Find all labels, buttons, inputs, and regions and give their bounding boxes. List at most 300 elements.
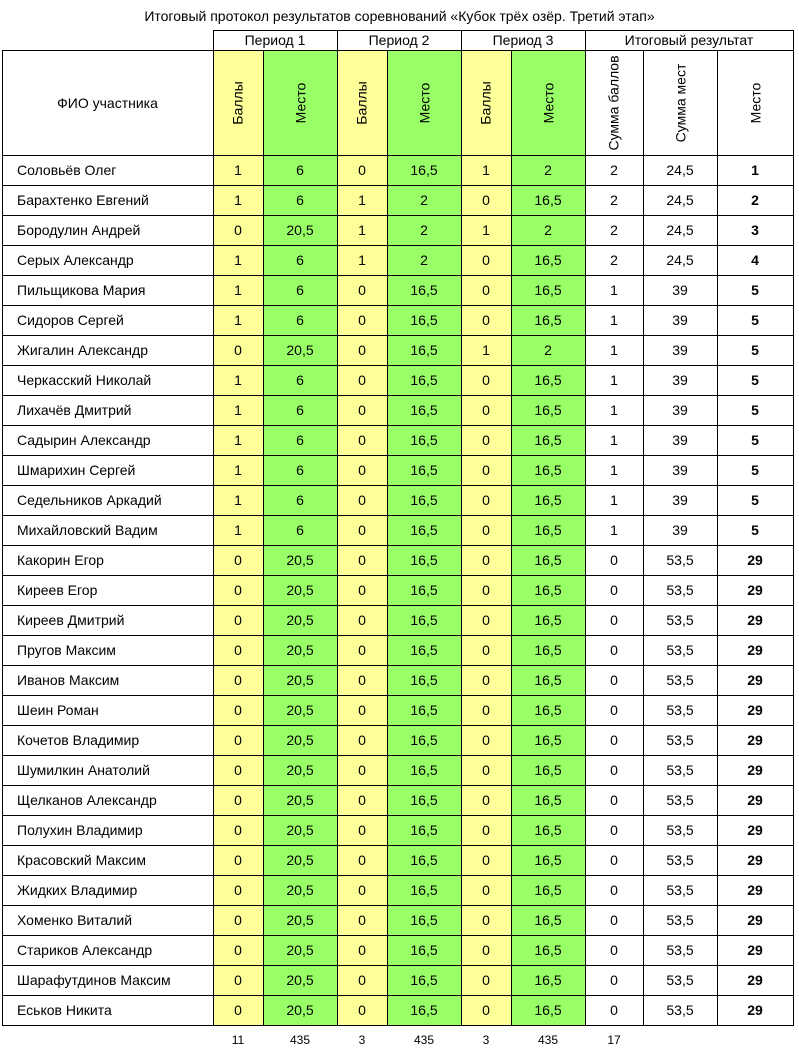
cell-sp: 0 xyxy=(610,582,618,598)
participant-name: Киреев Дмитрий xyxy=(17,612,125,628)
cell-p1: 0 xyxy=(213,935,263,965)
cell-m1: 20,5 xyxy=(263,695,337,725)
cell-p2: 0 xyxy=(337,875,387,905)
cell-m3: 16,5 xyxy=(511,695,585,725)
grid-line xyxy=(585,1025,586,1026)
cell-place: 29 xyxy=(747,1002,763,1018)
cell-p3: 0 xyxy=(461,275,511,305)
cell-place: 29 xyxy=(747,822,763,838)
grid-line xyxy=(2,965,794,966)
cell-m2: 16,5 xyxy=(387,935,461,965)
participant-name: Какорин Егор xyxy=(17,552,104,568)
cell-p2: 0 xyxy=(337,155,387,185)
cell-sp: 0 xyxy=(610,852,618,868)
cell-sp: 0 xyxy=(610,822,618,838)
grid-line xyxy=(2,155,794,156)
cell-p3: 0 xyxy=(461,845,511,875)
cell-m1: 20,5 xyxy=(263,575,337,605)
cell-place: 29 xyxy=(747,972,763,988)
cell-p2: 0 xyxy=(337,665,387,695)
cell-m1: 20,5 xyxy=(263,905,337,935)
participant-name: Соловьёв Олег xyxy=(17,162,117,178)
header-sum-places-cell xyxy=(643,50,717,155)
cell-m1: 6 xyxy=(263,515,337,545)
cell-sm: 53,5 xyxy=(666,822,694,838)
cell-place: 5 xyxy=(751,312,759,328)
grid-line xyxy=(337,30,338,1026)
participant-name: Киреев Егор xyxy=(17,582,98,598)
cell-m3: 16,5 xyxy=(511,575,585,605)
cell-m1: 6 xyxy=(263,485,337,515)
cell-place: 5 xyxy=(751,402,759,418)
cell-m2: 16,5 xyxy=(387,785,461,815)
grid-line xyxy=(263,1025,264,1026)
cell-p2: 0 xyxy=(337,365,387,395)
cell-p1: 0 xyxy=(213,695,263,725)
cell-sp: 2 xyxy=(610,222,618,238)
cell-p3: 0 xyxy=(461,545,511,575)
cell-sp: 0 xyxy=(610,882,618,898)
cell-sm: 24,5 xyxy=(666,162,694,178)
grid-line xyxy=(511,1025,512,1026)
grid-line xyxy=(213,1025,214,1026)
cell-p1: 0 xyxy=(213,815,263,845)
cell-sp: 0 xyxy=(610,1002,618,1018)
total-p3: 3 xyxy=(482,1033,490,1047)
cell-sm: 53,5 xyxy=(666,1002,694,1018)
cell-sm: 39 xyxy=(672,282,688,298)
cell-m2: 16,5 xyxy=(387,455,461,485)
participant-name: Красовский Максим xyxy=(17,852,146,868)
cell-p2: 0 xyxy=(337,425,387,455)
cell-sm: 53,5 xyxy=(666,582,694,598)
cell-m1: 6 xyxy=(263,275,337,305)
grid-line xyxy=(2,755,794,756)
cell-p1: 0 xyxy=(213,965,263,995)
cell-sp: 1 xyxy=(610,372,618,388)
cell-p3: 0 xyxy=(461,605,511,635)
grid-line xyxy=(213,30,214,1026)
header-points-2-cell xyxy=(337,50,387,155)
cell-sp: 1 xyxy=(610,462,618,478)
cell-m3: 2 xyxy=(511,335,585,365)
cell-p1: 1 xyxy=(213,365,263,395)
grid-line xyxy=(2,455,794,456)
cell-place: 29 xyxy=(747,552,763,568)
cell-place: 5 xyxy=(751,432,759,448)
cell-sm: 24,5 xyxy=(666,222,694,238)
grid-line xyxy=(2,245,794,246)
participant-name: Жидких Владимир xyxy=(17,882,138,898)
cell-sp: 0 xyxy=(610,642,618,658)
cell-sm: 39 xyxy=(672,402,688,418)
cell-p2: 0 xyxy=(337,485,387,515)
grid-line xyxy=(263,50,264,1026)
participant-name: Щелканов Александр xyxy=(17,792,157,808)
cell-p2: 0 xyxy=(337,965,387,995)
cell-m3: 16,5 xyxy=(511,755,585,785)
cell-p2: 0 xyxy=(337,335,387,365)
cell-place: 1 xyxy=(751,162,759,178)
grid-line xyxy=(2,815,794,816)
cell-sm: 53,5 xyxy=(666,762,694,778)
cell-p1: 0 xyxy=(213,215,263,245)
header-place-3: Место xyxy=(540,82,556,123)
cell-m3: 16,5 xyxy=(511,185,585,215)
cell-m2: 16,5 xyxy=(387,875,461,905)
cell-p1: 0 xyxy=(213,875,263,905)
cell-p2: 1 xyxy=(337,215,387,245)
header-place-3-cell xyxy=(511,50,585,155)
grid-line xyxy=(2,635,794,636)
cell-m2: 16,5 xyxy=(387,155,461,185)
participant-name: Барахтенко Евгений xyxy=(17,192,149,208)
cell-sm: 53,5 xyxy=(666,972,694,988)
participant-name: Шумилкин Анатолий xyxy=(17,762,150,778)
cell-p2: 0 xyxy=(337,545,387,575)
cell-m3: 16,5 xyxy=(511,545,585,575)
cell-sp: 1 xyxy=(610,492,618,508)
header-sum-points-cell xyxy=(585,50,643,155)
grid-line xyxy=(2,275,794,276)
cell-p1: 0 xyxy=(213,785,263,815)
total-m3: 435 xyxy=(537,1033,559,1047)
cell-p1: 0 xyxy=(213,725,263,755)
cell-p1: 0 xyxy=(213,545,263,575)
cell-m2: 2 xyxy=(387,185,461,215)
cell-sp: 1 xyxy=(610,402,618,418)
grid-line xyxy=(2,605,794,606)
cell-sm: 39 xyxy=(672,492,688,508)
header-total: Итоговый результат xyxy=(624,32,754,48)
grid-line xyxy=(2,725,794,726)
cell-m1: 20,5 xyxy=(263,545,337,575)
cell-m2: 16,5 xyxy=(387,725,461,755)
cell-place: 4 xyxy=(751,252,759,268)
cell-m1: 20,5 xyxy=(263,635,337,665)
cell-p1: 0 xyxy=(213,905,263,935)
cell-sp: 0 xyxy=(610,792,618,808)
header-points-1-cell xyxy=(213,50,263,155)
cell-m2: 16,5 xyxy=(387,995,461,1025)
cell-p1: 1 xyxy=(213,395,263,425)
cell-sp: 1 xyxy=(610,282,618,298)
cell-place: 29 xyxy=(747,672,763,688)
cell-p3: 0 xyxy=(461,905,511,935)
grid-line xyxy=(511,50,512,1026)
cell-m1: 20,5 xyxy=(263,335,337,365)
cell-sm: 53,5 xyxy=(666,552,694,568)
cell-sp: 0 xyxy=(610,912,618,928)
cell-sm: 39 xyxy=(672,462,688,478)
cell-m3: 16,5 xyxy=(511,425,585,455)
grid-line xyxy=(2,695,794,696)
cell-sm: 53,5 xyxy=(666,912,694,928)
cell-p1: 1 xyxy=(213,305,263,335)
cell-sm: 24,5 xyxy=(666,252,694,268)
page-title: Итоговый протокол результатов соревнований «Кубок трёх озёр. Третий этап» xyxy=(144,8,655,24)
cell-place: 29 xyxy=(747,852,763,868)
participant-name: Лихачёв Дмитрий xyxy=(17,402,132,418)
participant-name: Хоменко Виталий xyxy=(17,912,133,928)
total-m1: 435 xyxy=(289,1033,311,1047)
participant-name: Еськов Никита xyxy=(17,1002,112,1018)
header-place-2-cell xyxy=(387,50,461,155)
cell-m1: 20,5 xyxy=(263,935,337,965)
cell-p2: 0 xyxy=(337,905,387,935)
grid-line xyxy=(2,845,794,846)
grid-line xyxy=(2,935,794,936)
grid-line xyxy=(2,305,794,306)
participant-name: Жигалин Александр xyxy=(17,342,148,358)
cell-m1: 6 xyxy=(263,155,337,185)
cell-p1: 1 xyxy=(213,245,263,275)
cell-m1: 20,5 xyxy=(263,965,337,995)
cell-m1: 6 xyxy=(263,395,337,425)
cell-m2: 16,5 xyxy=(387,395,461,425)
cell-sm: 53,5 xyxy=(666,882,694,898)
cell-p3: 0 xyxy=(461,935,511,965)
cell-m1: 20,5 xyxy=(263,845,337,875)
grid-line xyxy=(387,50,388,1026)
header-final-place: Место xyxy=(747,82,763,123)
cell-m3: 16,5 xyxy=(511,455,585,485)
participant-name: Иванов Максим xyxy=(17,672,120,688)
cell-place: 5 xyxy=(751,342,759,358)
cell-p1: 0 xyxy=(213,335,263,365)
cell-place: 29 xyxy=(747,882,763,898)
cell-sp: 2 xyxy=(610,252,618,268)
header-period1: Период 1 xyxy=(244,32,306,48)
cell-p2: 0 xyxy=(337,695,387,725)
cell-m3: 16,5 xyxy=(511,815,585,845)
cell-p2: 0 xyxy=(337,635,387,665)
cell-p2: 0 xyxy=(337,305,387,335)
cell-m1: 6 xyxy=(263,455,337,485)
grid-line xyxy=(2,665,794,666)
cell-p2: 0 xyxy=(337,785,387,815)
cell-p1: 1 xyxy=(213,155,263,185)
cell-p3: 0 xyxy=(461,395,511,425)
grid-line xyxy=(2,395,794,396)
header-place-2: Место xyxy=(416,82,432,123)
grid-line xyxy=(643,1025,644,1026)
participant-name: Черкасский Николай xyxy=(17,372,152,388)
cell-m2: 16,5 xyxy=(387,755,461,785)
cell-place: 5 xyxy=(751,372,759,388)
cell-place: 5 xyxy=(751,492,759,508)
cell-m1: 20,5 xyxy=(263,815,337,845)
grid-line xyxy=(793,1025,794,1026)
cell-place: 3 xyxy=(751,222,759,238)
grid-line xyxy=(2,545,794,546)
cell-sm: 53,5 xyxy=(666,852,694,868)
cell-place: 29 xyxy=(747,612,763,628)
cell-sp: 0 xyxy=(610,972,618,988)
cell-p2: 0 xyxy=(337,275,387,305)
cell-p3: 0 xyxy=(461,245,511,275)
cell-place: 29 xyxy=(747,582,763,598)
cell-sp: 1 xyxy=(610,432,618,448)
cell-sp: 0 xyxy=(610,552,618,568)
cell-m3: 16,5 xyxy=(511,485,585,515)
cell-p2: 0 xyxy=(337,845,387,875)
grid-line xyxy=(2,50,794,51)
cell-sm: 53,5 xyxy=(666,732,694,748)
total-m2: 435 xyxy=(413,1033,435,1047)
cell-place: 29 xyxy=(747,792,763,808)
cell-sm: 39 xyxy=(672,432,688,448)
total-p2: 3 xyxy=(358,1033,366,1047)
cell-sm: 39 xyxy=(672,342,688,358)
cell-place: 29 xyxy=(747,732,763,748)
cell-m3: 16,5 xyxy=(511,665,585,695)
cell-place: 5 xyxy=(751,522,759,538)
cell-m2: 16,5 xyxy=(387,965,461,995)
cell-m2: 2 xyxy=(387,245,461,275)
cell-m1: 6 xyxy=(263,365,337,395)
cell-m1: 20,5 xyxy=(263,755,337,785)
cell-m2: 16,5 xyxy=(387,425,461,455)
cell-place: 29 xyxy=(747,912,763,928)
cell-p1: 1 xyxy=(213,455,263,485)
cell-p3: 1 xyxy=(461,215,511,245)
cell-m1: 20,5 xyxy=(263,995,337,1025)
grid-line xyxy=(717,50,718,1026)
cell-m1: 6 xyxy=(263,245,337,275)
grid-line xyxy=(2,1025,794,1026)
grid-line xyxy=(2,785,794,786)
cell-m3: 16,5 xyxy=(511,995,585,1025)
cell-sm: 39 xyxy=(672,522,688,538)
header-points-3-cell xyxy=(461,50,511,155)
cell-p3: 0 xyxy=(461,695,511,725)
cell-sm: 39 xyxy=(672,312,688,328)
grid-line xyxy=(2,995,794,996)
cell-p1: 0 xyxy=(213,995,263,1025)
cell-p3: 0 xyxy=(461,455,511,485)
cell-m3: 16,5 xyxy=(511,245,585,275)
cell-p1: 1 xyxy=(213,485,263,515)
cell-place: 29 xyxy=(747,642,763,658)
cell-m3: 16,5 xyxy=(511,905,585,935)
cell-m2: 16,5 xyxy=(387,635,461,665)
grid-line xyxy=(2,875,794,876)
cell-m1: 6 xyxy=(263,185,337,215)
cell-m2: 16,5 xyxy=(387,665,461,695)
header-points-2: Баллы xyxy=(354,80,370,125)
cell-p3: 0 xyxy=(461,995,511,1025)
cell-p3: 0 xyxy=(461,875,511,905)
grid-line xyxy=(461,1025,462,1026)
header-place-1: Место xyxy=(292,82,308,123)
header-points-3: Баллы xyxy=(478,80,494,125)
cell-sp: 0 xyxy=(610,762,618,778)
cell-place: 29 xyxy=(747,702,763,718)
cell-m3: 16,5 xyxy=(511,845,585,875)
header-place-1-cell xyxy=(263,50,337,155)
cell-p2: 0 xyxy=(337,455,387,485)
cell-m3: 16,5 xyxy=(511,275,585,305)
grid-line xyxy=(2,515,794,516)
cell-p1: 0 xyxy=(213,845,263,875)
cell-m1: 20,5 xyxy=(263,725,337,755)
cell-sp: 0 xyxy=(610,702,618,718)
cell-m3: 16,5 xyxy=(511,935,585,965)
cell-p2: 0 xyxy=(337,515,387,545)
participant-name: Шеин Роман xyxy=(17,702,99,718)
cell-place: 29 xyxy=(747,942,763,958)
grid-line xyxy=(2,485,794,486)
header-period3: Период 3 xyxy=(492,32,554,48)
grid-line xyxy=(337,1025,338,1026)
cell-sm: 53,5 xyxy=(666,702,694,718)
grid-line xyxy=(2,575,794,576)
cell-m2: 16,5 xyxy=(387,275,461,305)
header-final-place-cell xyxy=(717,50,793,155)
cell-place: 5 xyxy=(751,462,759,478)
cell-m2: 16,5 xyxy=(387,845,461,875)
cell-p3: 0 xyxy=(461,485,511,515)
grid-line xyxy=(793,30,794,1026)
cell-m3: 16,5 xyxy=(511,785,585,815)
cell-p2: 0 xyxy=(337,815,387,845)
cell-p1: 1 xyxy=(213,275,263,305)
cell-place: 5 xyxy=(751,282,759,298)
participant-name: Михайловский Вадим xyxy=(17,522,158,538)
cell-sm: 53,5 xyxy=(666,942,694,958)
cell-p2: 0 xyxy=(337,395,387,425)
cell-m2: 16,5 xyxy=(387,545,461,575)
participant-name: Сидоров Сергей xyxy=(17,312,124,328)
participant-name: Седельников Аркадий xyxy=(17,492,162,508)
cell-m1: 20,5 xyxy=(263,665,337,695)
grid-line xyxy=(2,905,794,906)
cell-m3: 16,5 xyxy=(511,515,585,545)
cell-m3: 16,5 xyxy=(511,635,585,665)
cell-p1: 0 xyxy=(213,575,263,605)
cell-m2: 16,5 xyxy=(387,365,461,395)
cell-p1: 1 xyxy=(213,185,263,215)
cell-m3: 16,5 xyxy=(511,605,585,635)
cell-p2: 0 xyxy=(337,935,387,965)
total-p1: 11 xyxy=(231,1033,245,1047)
cell-p1: 0 xyxy=(213,755,263,785)
cell-sp: 0 xyxy=(610,942,618,958)
cell-m2: 2 xyxy=(387,215,461,245)
cell-p2: 0 xyxy=(337,605,387,635)
total-sp: 17 xyxy=(607,1033,621,1047)
header-name: ФИО участника xyxy=(57,94,158,111)
cell-p3: 1 xyxy=(461,155,511,185)
participant-name: Пругов Максим xyxy=(17,642,116,658)
cell-m2: 16,5 xyxy=(387,575,461,605)
cell-m2: 16,5 xyxy=(387,305,461,335)
grid-line xyxy=(2,185,794,186)
cell-p3: 0 xyxy=(461,365,511,395)
grid-line xyxy=(213,30,794,31)
grid-line xyxy=(717,1025,718,1026)
cell-sm: 53,5 xyxy=(666,612,694,628)
cell-p3: 0 xyxy=(461,635,511,665)
header-sum-places: Сумма мест xyxy=(672,63,689,142)
cell-m1: 20,5 xyxy=(263,875,337,905)
cell-p2: 1 xyxy=(337,185,387,215)
cell-p3: 0 xyxy=(461,725,511,755)
cell-sm: 39 xyxy=(672,372,688,388)
cell-m3: 16,5 xyxy=(511,305,585,335)
cell-p3: 0 xyxy=(461,185,511,215)
